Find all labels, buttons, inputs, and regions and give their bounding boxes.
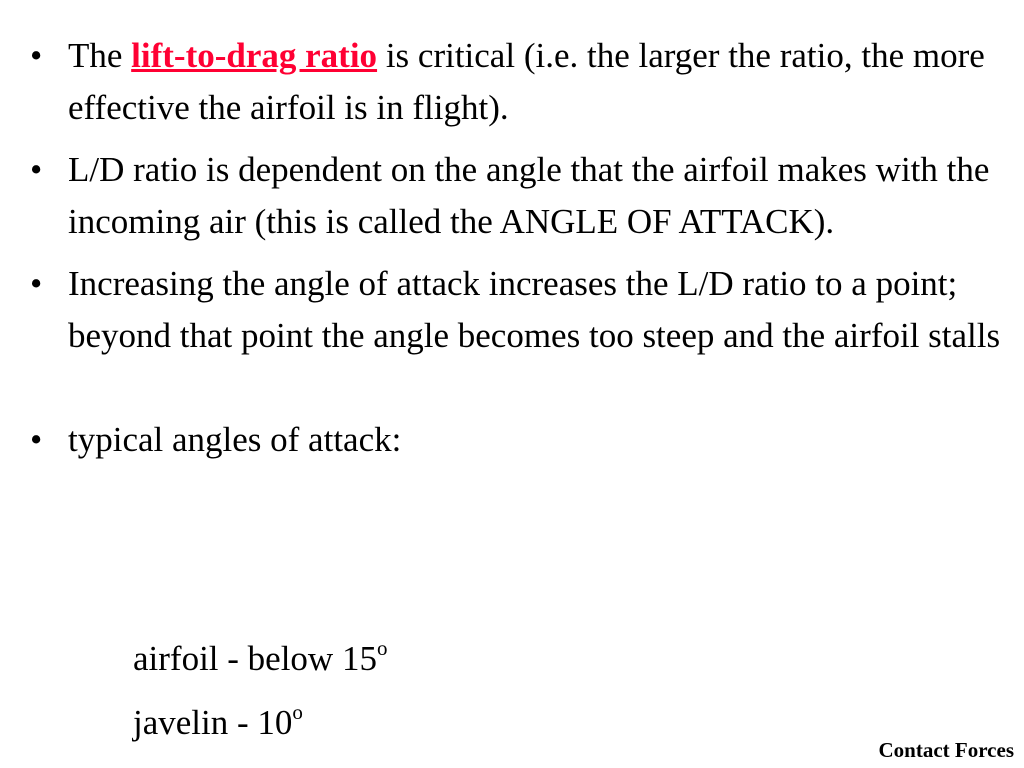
bullet-item-lift-to-drag [28,30,1003,134]
bullet-text: Increasing the angle of attack increases the L/D ratio to a point; beyond that point the angle becomes too steep and the airfoil stalls [68,264,1001,355]
bullet-dot: • [30,150,43,189]
degree-superscript: o [376,636,388,661]
sub-item-label: airfoil - below 15 [133,639,377,678]
bullet-item-typical-angles [28,414,1003,466]
degree-superscript: o [292,700,303,725]
sub-item-airfoil [133,633,387,685]
bullet-rest: is critical (i.e. the larger the ratio, the more effective the airfoil is in flight). [68,36,985,127]
bullet-dot: • [30,36,43,75]
bullet-prefix: The [68,36,132,75]
highlighted-term: lift-to-drag ratio [131,36,378,75]
bullet-dot: • [30,420,43,459]
bullet-dot: • [30,264,43,303]
bullet-item-ld-ratio [28,144,1003,248]
footer-title: Contact Forces [878,738,1014,762]
bullet-item-increasing-angle [28,258,1003,362]
bullet-list [28,30,1003,476]
bullet-text: typical angles of attack: [68,420,402,459]
sub-item-javelin [133,697,303,749]
sub-item-label: javelin - 10 [133,703,293,742]
bullet-text: L/D ratio is dependent on the angle that the airfoil makes with the incoming air (this is called the ANGLE OF ATTACK). [68,150,990,241]
